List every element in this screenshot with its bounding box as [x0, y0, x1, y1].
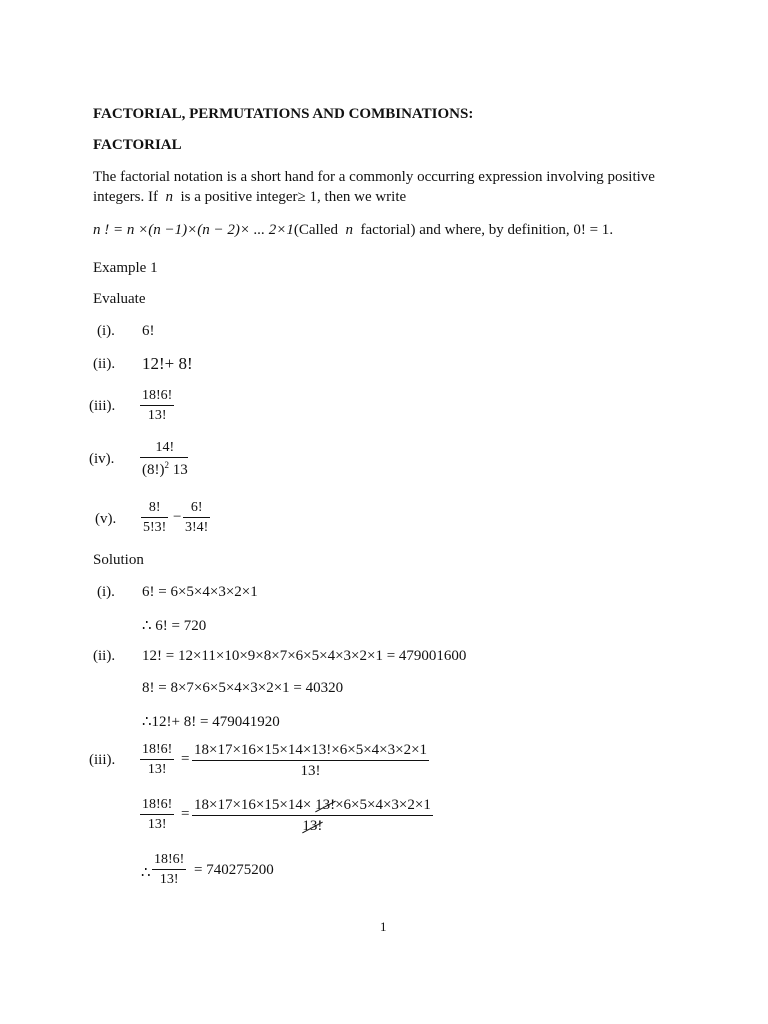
solution-label-item: (ii).	[93, 648, 116, 664]
fraction: 18×17×16×15×14×13!×6×5×4×3×2×1 13!	[194, 742, 428, 779]
final-result: = 740275200	[194, 862, 274, 878]
exercise-label: (ii).	[93, 356, 116, 372]
solution-label-item: (i).	[97, 584, 115, 600]
intro-line-2: integers. If n is a positive integer≥ 1, then we write	[93, 189, 407, 205]
equals-sign: =	[181, 751, 190, 767]
solution-step: ∴12!+ 8! = 479041920	[142, 714, 280, 730]
section-heading: FACTORIAL	[93, 137, 182, 153]
minus-sign: −	[173, 509, 182, 525]
definition-formula: n ! = n ×(n −1)×(n − 2)× ... 2×1	[93, 222, 294, 238]
equals-sign: =	[181, 806, 190, 822]
example-title: Example 1	[93, 260, 158, 276]
exercise-expression: 12!+ 8!	[142, 354, 193, 373]
solution-step: 12! = 12×11×10×9×8×7×6×5×4×3×2×1 = 479001600	[142, 648, 467, 664]
fraction: 18!6! 13!	[142, 388, 173, 423]
zero-factorial: 0! = 1	[573, 222, 610, 238]
exercise-label: (iii).	[89, 398, 116, 414]
solution-step: 6! = 6×5×4×3×2×1	[142, 584, 258, 600]
fraction: 18!6! 13!	[142, 742, 173, 777]
fraction: 18!6! 13!	[154, 852, 185, 887]
fraction: 6! 3!4!	[185, 500, 209, 535]
solution-step: ∴ 6! = 720	[142, 618, 207, 634]
cancelled-term: 13!	[315, 797, 336, 813]
fraction: 8! 5!3!	[143, 500, 167, 535]
main-heading: FACTORIAL, PERMUTATIONS AND COMBINATIONS:	[93, 106, 474, 122]
exercise-label: (iv).	[89, 451, 115, 467]
exercise-expression: 6!	[142, 323, 155, 339]
intro-line-1: The factorial notation is a short hand for a commonly occurring expression involving positive	[93, 169, 655, 185]
fraction: 14! $(8!)^2$ 13	[142, 440, 188, 478]
evaluate-label: Evaluate	[93, 291, 146, 307]
solution-label-item: (iii).	[89, 752, 116, 768]
fraction: 18!6! 13!	[142, 797, 173, 832]
fraction: 18×17×16×15×14× 13!×6×5×4×3×2×1 13!	[194, 797, 431, 834]
exercise-label: (v).	[95, 511, 117, 527]
exercise-label: (i).	[97, 323, 115, 339]
page-number: 1	[380, 919, 387, 934]
factorial-definition: n ! = n ×(n −1)×(n − 2)× ... 2×1(Called n factorial) and where, by definition, 0! = 1.	[93, 222, 614, 238]
solution-step: 8! = 8×7×6×5×4×3×2×1 = 40320	[142, 680, 344, 696]
solution-label: Solution	[93, 552, 144, 568]
cancelled-term: 13!	[302, 818, 323, 834]
therefore-symbol: ∴	[141, 865, 151, 881]
